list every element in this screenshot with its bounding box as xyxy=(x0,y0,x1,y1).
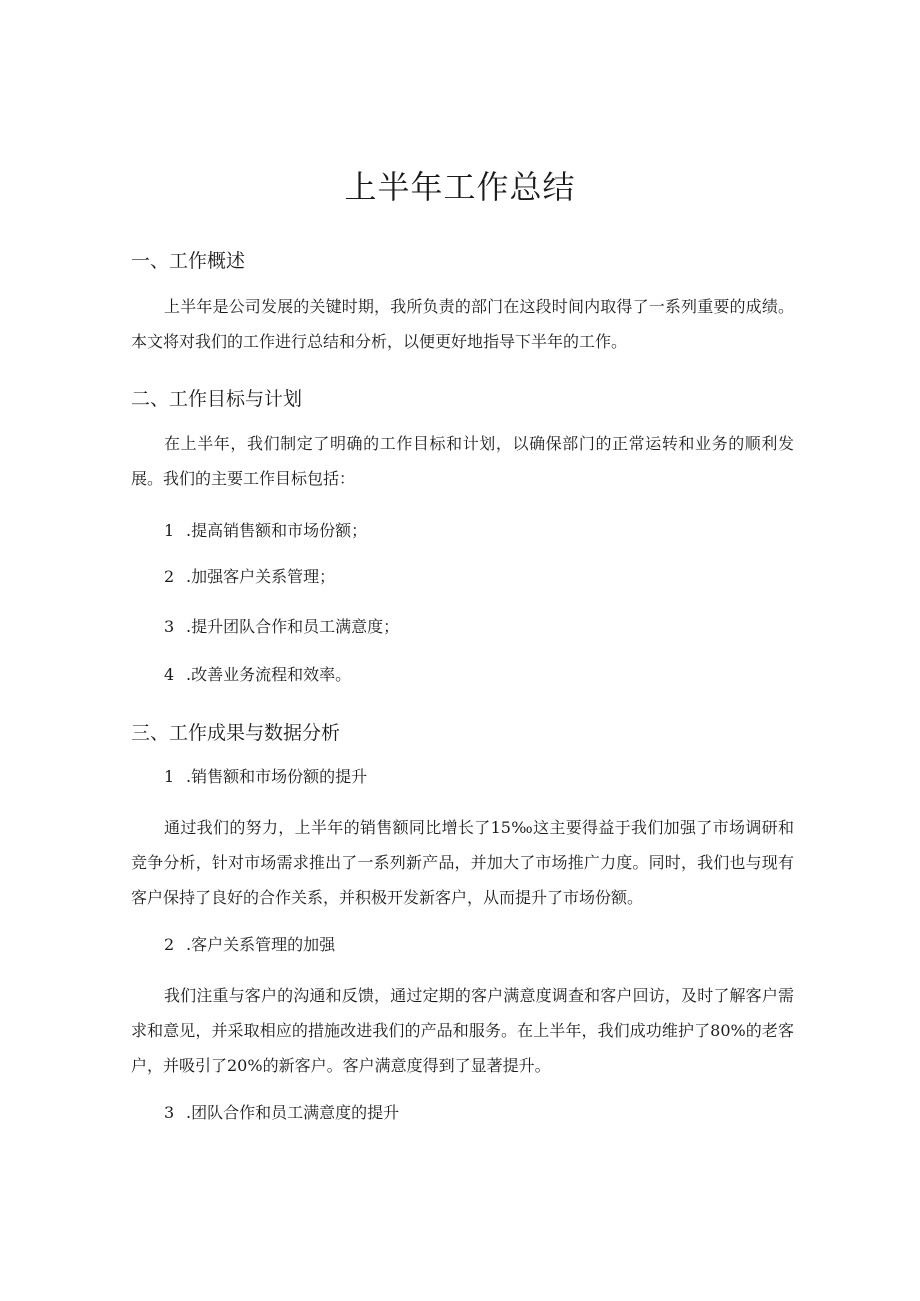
overview-paragraph: 上半年是公司发展的关键时期，我所负责的部门在这段时间内取得了一系列重要的成绩。本文将对我们的工作进行总结和分析，以便更好地指导下半年的工作。 xyxy=(131,297,794,351)
subsection-title-text: .客户关系管理的加强 xyxy=(186,935,336,954)
goal-item xyxy=(164,521,367,541)
subsection-title-team xyxy=(164,1103,399,1123)
document-title: 上半年工作总结 xyxy=(344,168,576,206)
goal-item-number: 4 xyxy=(164,665,175,684)
customers-paragraph: 我们注重与客户的沟通和反馈，通过定期的客户满意度调查和客户回访，及时了解客户需求和意见，并采取相应的措施改进我们的产品和服务。在上半年，我们成功维护了80%的老客户，并吸引了20%的新客户。客户满意度得到了显著提升。 xyxy=(131,986,794,1075)
goal-item-number: 3 xyxy=(164,617,175,636)
subsection-number: 3 xyxy=(164,1103,175,1122)
goal-item-number: 1 xyxy=(164,521,175,540)
subsection-number: 1 xyxy=(164,767,175,786)
goal-item xyxy=(164,567,335,587)
subsection-number: 2 xyxy=(164,935,175,954)
goal-item xyxy=(164,665,351,685)
subsection-title-customers xyxy=(164,935,335,955)
section-heading-goals: 二、工作目标与计划 xyxy=(131,388,303,410)
goal-item-number: 2 xyxy=(164,567,175,586)
goal-item-text: .提高销售额和市场份额； xyxy=(186,521,368,540)
goal-item-text: .改善业务流程和效率。 xyxy=(186,665,352,684)
sales-paragraph: 通过我们的努力，上半年的销售额同比增长了15‰这主要得益于我们加强了市场调研和竞争分析，针对市场需求推出了一系列新产品，并加大了市场推广力度。同时，我们也与现有客户保持了良好的合作关系，并积极开发新客户，从而提升了市场份额。 xyxy=(131,818,794,907)
goal-item xyxy=(164,617,399,637)
subsection-title-text: .团队合作和员工满意度的提升 xyxy=(186,1103,400,1122)
subsection-title-sales xyxy=(164,767,367,787)
goals-paragraph: 在上半年，我们制定了明确的工作目标和计划，以确保部门的正常运转和业务的顺利发展。我们的主要工作目标包括： xyxy=(131,434,794,488)
section-heading-overview: 一、工作概述 xyxy=(131,250,246,272)
goal-item-text: .提升团队合作和员工满意度； xyxy=(186,617,400,636)
goal-item-text: .加强客户关系管理； xyxy=(186,567,336,586)
section-heading-results: 三、工作成果与数据分析 xyxy=(131,722,341,744)
subsection-title-text: .销售额和市场份额的提升 xyxy=(186,767,368,786)
